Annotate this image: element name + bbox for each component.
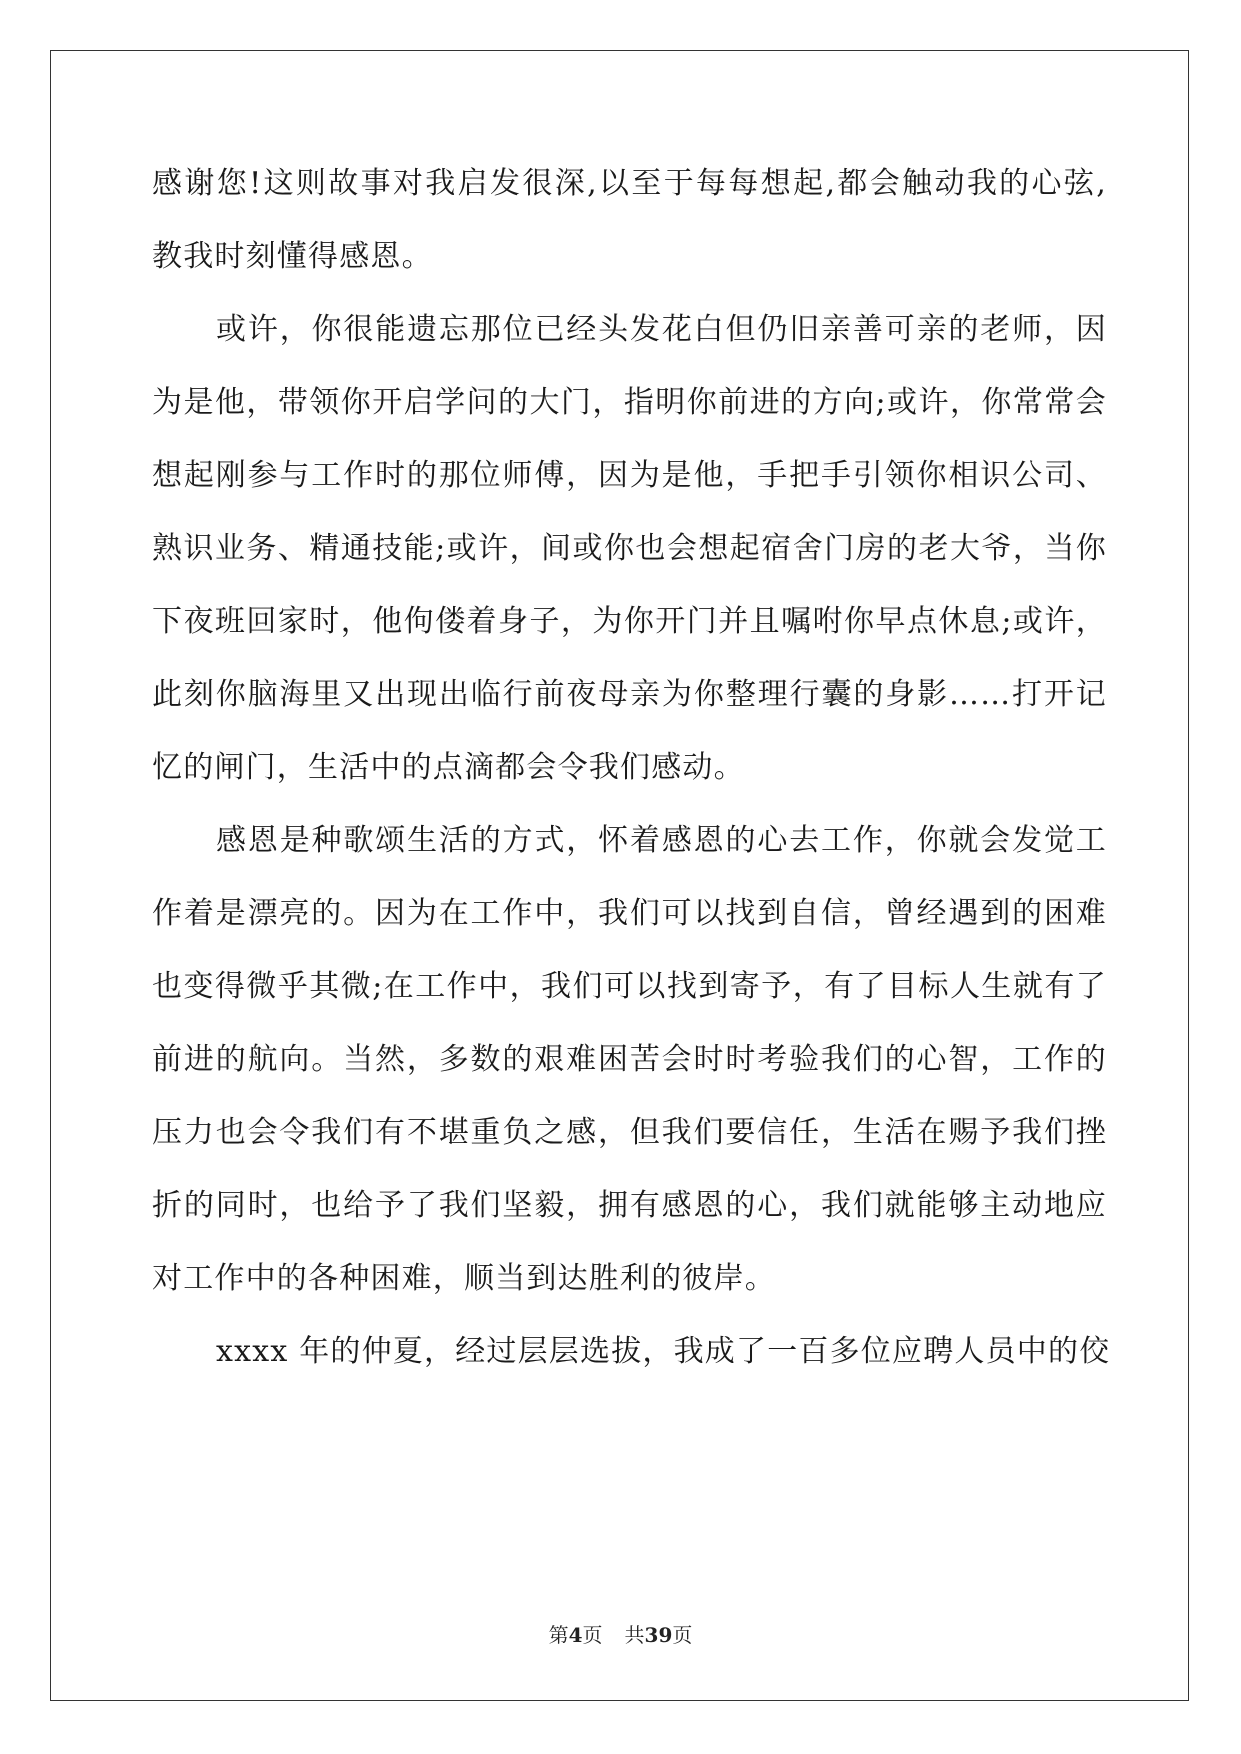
page-prefix: 第 — [548, 1623, 569, 1647]
text-line: 或许，你很能遗忘那位已经头发花白但仍旧亲善可亲的老师，因 — [216, 312, 1107, 347]
text-line: xxxx 年的仲夏，经过层层选拔，我成了一百多位应聘人员中的佼 — [216, 1334, 1111, 1369]
text-line: 感谢您!这则故事对我启发很深,以至于每每想起,都会触动我的心弦, — [152, 166, 1107, 201]
text-line: 压力也会令我们有不堪重负之感，但我们要信任，生活在赐予我们挫 — [152, 1115, 1107, 1150]
text-line: 教我时刻懂得感恩。 — [152, 239, 433, 274]
text-line: 作着是漂亮的。因为在工作中，我们可以找到自信，曾经遇到的困难 — [152, 896, 1107, 931]
text-line: 下夜班回家时，他佝偻着身子，为你开门并且嘱咐你早点休息;或许， — [152, 604, 1107, 639]
text-line: 此刻你脑海里又出现出临行前夜母亲为你整理行囊的身影……打开记 — [152, 677, 1107, 712]
total-pages: 39 — [644, 1623, 673, 1647]
page-border — [50, 50, 1189, 1701]
text-line: 想起刚参与工作时的那位师傅，因为是他，手把手引领你相识公司、 — [152, 458, 1107, 493]
text-line: 前进的航向。当然，多数的艰难困苦会时时考验我们的心智，工作的 — [152, 1042, 1107, 1077]
text-line: 也变得微乎其微;在工作中，我们可以找到寄予，有了目标人生就有了 — [152, 969, 1107, 1004]
text-line: 对工作中的各种困难，顺当到达胜利的彼岸。 — [152, 1261, 776, 1296]
text-line: 折的同时，也给予了我们坚毅，拥有感恩的心，我们就能够主动地应 — [152, 1188, 1107, 1223]
text-line: 忆的闸门，生活中的点滴都会令我们感动。 — [152, 750, 745, 785]
page-suffix: 页 — [582, 1623, 603, 1647]
text-line: 为是他，带领你开启学问的大门，指明你前进的方向;或许，你常常会 — [152, 385, 1107, 420]
page-footer — [0, 1622, 1241, 1648]
page-number: 4 — [568, 1623, 583, 1647]
text-line: 感恩是种歌颂生活的方式，怀着感恩的心去工作，你就会发觉工 — [216, 823, 1107, 858]
text-line: 熟识业务、精通技能;或许，间或你也会想起宿舍门房的老大爷，当你 — [152, 531, 1107, 566]
total-prefix: 共 — [624, 1623, 645, 1647]
total-suffix: 页 — [672, 1623, 693, 1647]
